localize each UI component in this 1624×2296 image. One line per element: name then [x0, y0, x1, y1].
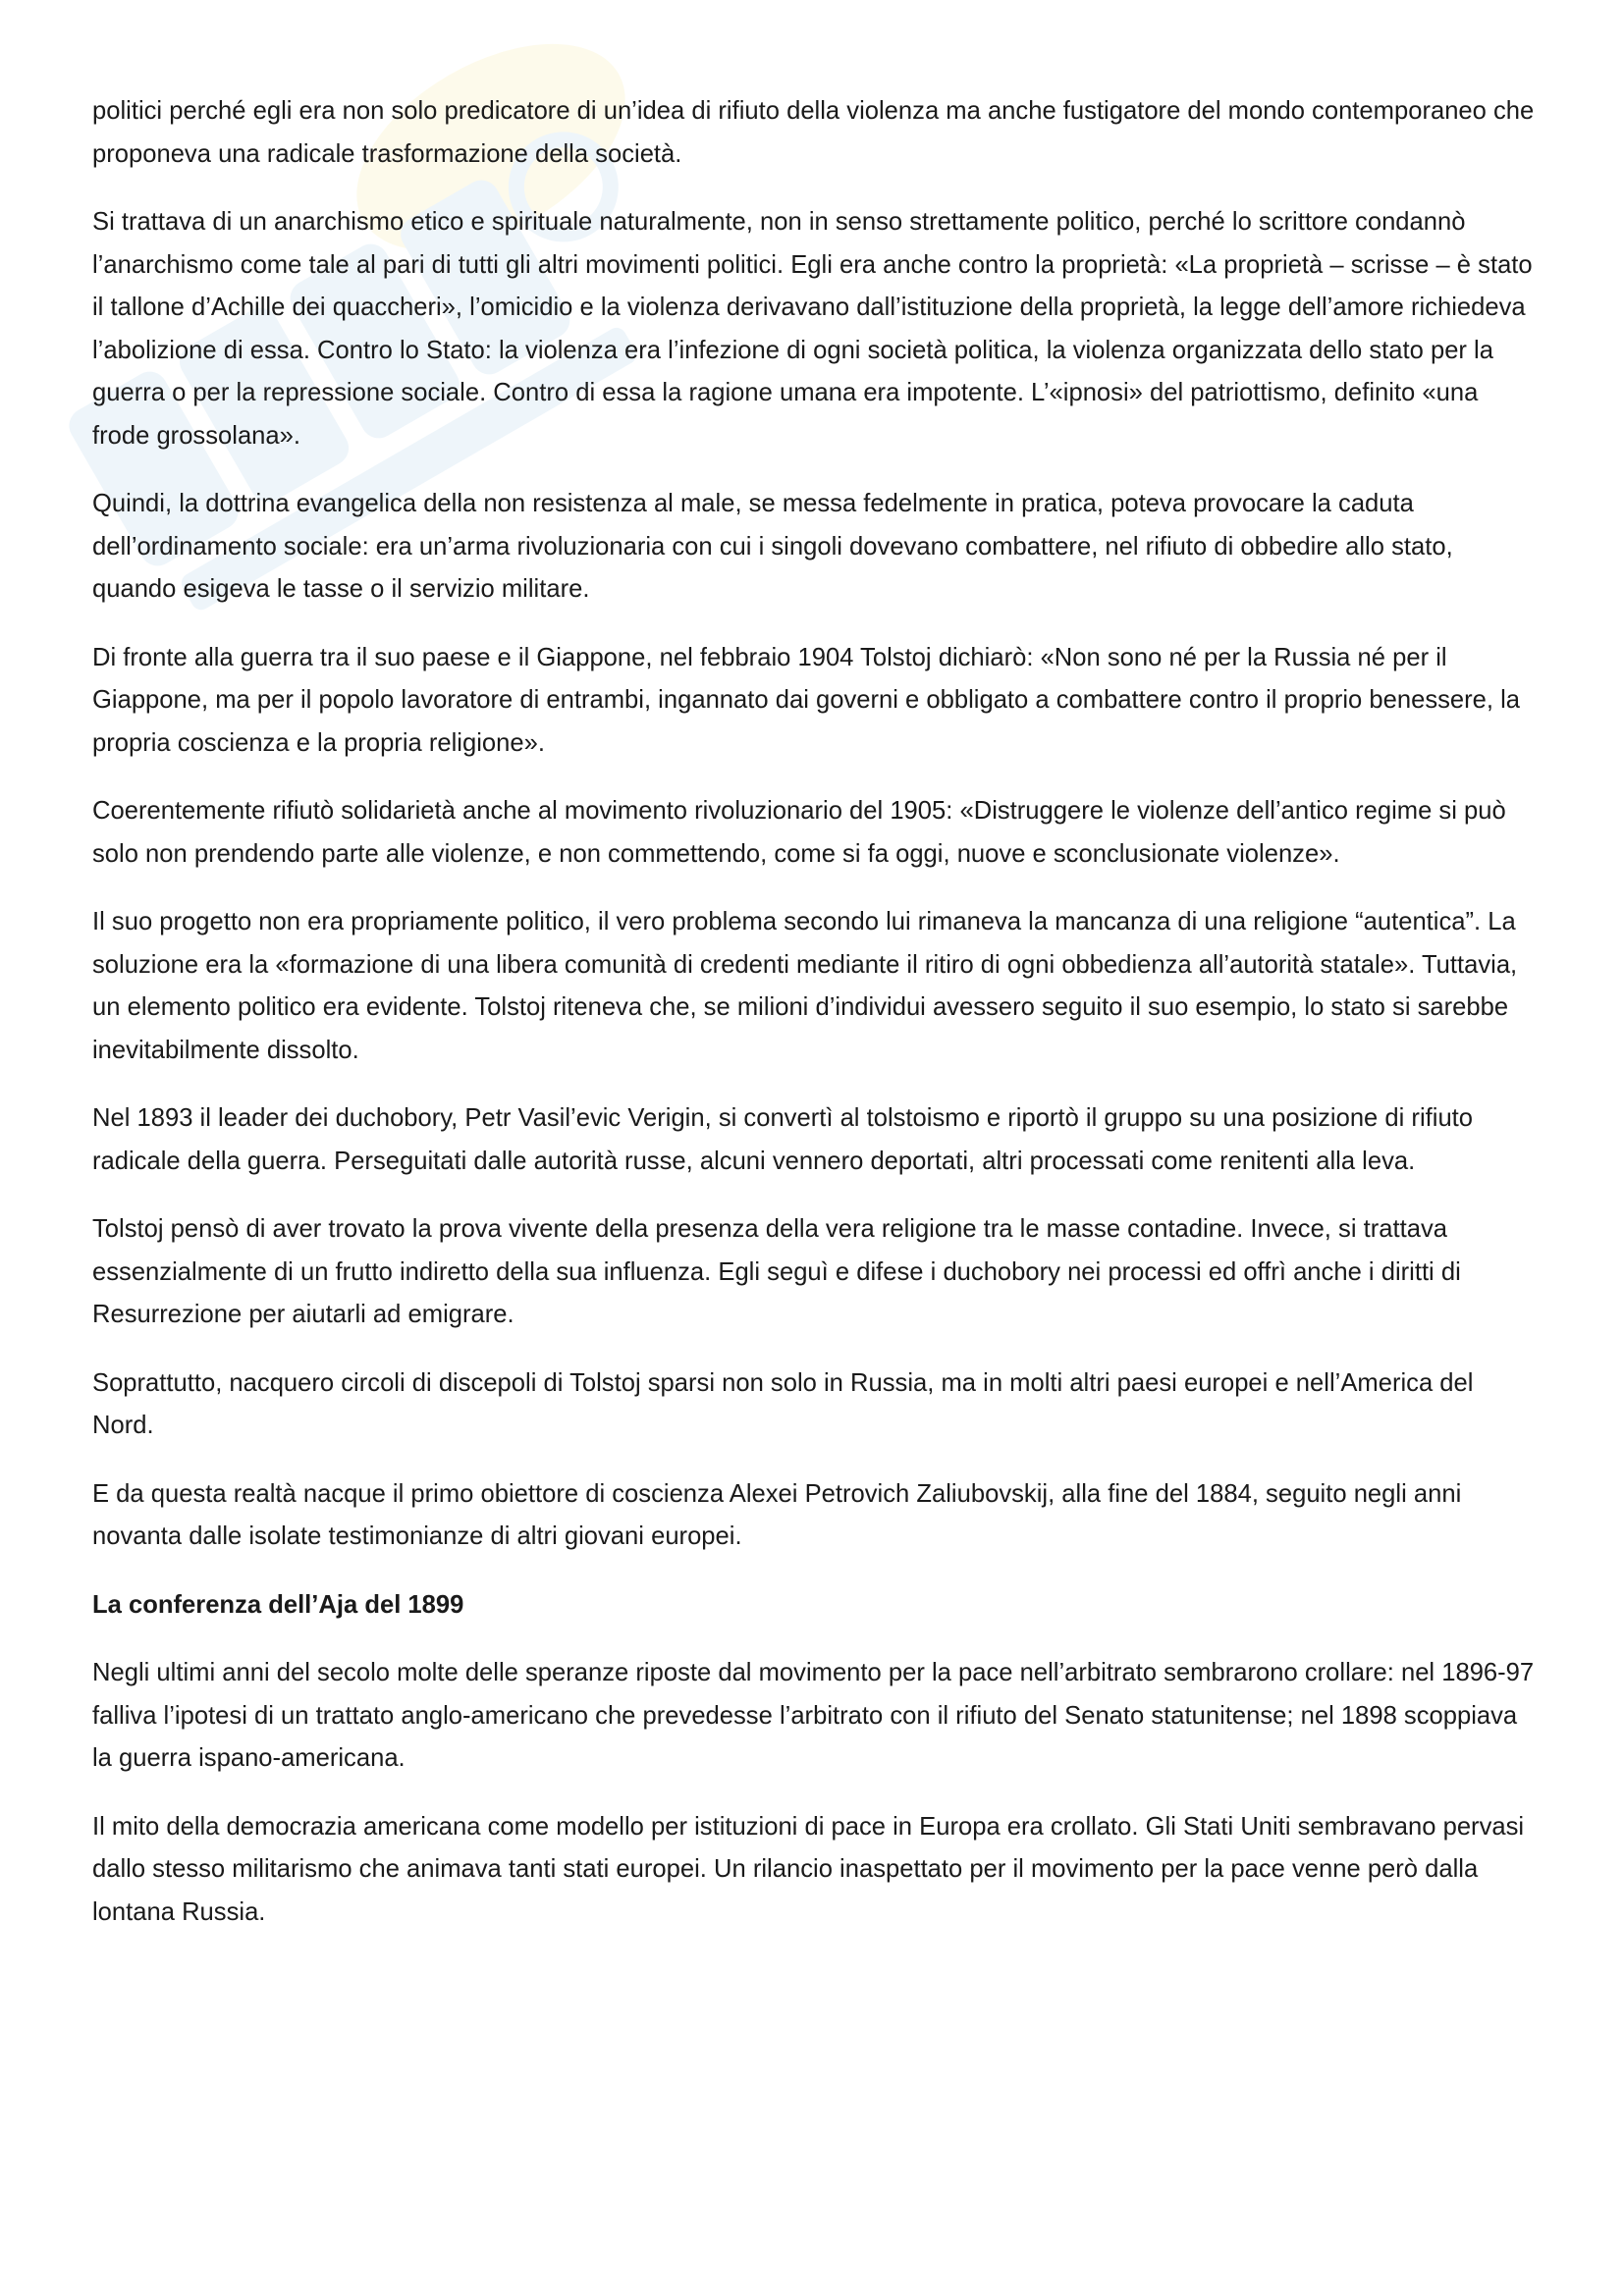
paragraph-5: Coerentemente rifiutò solidarietà anche al movimento rivoluzionario del 1905: «Distruggere le violenze dell’antico regime si può solo non prendendo parte alle violenze, e non commettendo, come si fa oggi, nuove e sconclusionate violenze».	[92, 797, 1506, 868]
paragraph-10: E da questa realtà nacque il primo obiettore di coscienza Alexei Petrovich Zaliubovskij, alla fine del 1884, seguito negli anni novanta dalle isolate testimonianze di altri giovani europei.	[92, 1479, 1462, 1550]
paragraph-7: Nel 1893 il leader dei duchobory, Petr Vasil’evic Verigin, si convertì al tolstoismo e riportò il gruppo su una posizione di rifiuto radicale della guerra. Perseguitati dalle autorità russe, alcuni vennero deportati, altri processati come renitenti alla leva.	[92, 1104, 1474, 1175]
section-paragraph-2: Il mito della democrazia americana come modello per istituzioni di pace in Europa era crollato. Gli Stati Uniti sembravano pervasi dallo stesso militarismo che animava tanti stati europei. Un rilancio inaspettato per il movimento per la pace venne però dalla lontana Russia.	[92, 1812, 1525, 1926]
paragraph-2: Si trattava di un anarchismo etico e spirituale naturalmente, non in senso strettamente politico, perché lo scrittore condannò l’anarchismo come tale al pari di tutti gli altri movimenti politici. Egli era anche contro la proprietà: «La proprietà – scrisse – è stato il tallone d’Achille dei quaccheri», l’omicidio e la violenza derivavano dall’istituzione della proprietà, la legge dell’amore richiedeva l’abolizione di essa. Contro lo Stato: la violenza era l’infezione di ogni società politica, la violenza organizzata dello stato per la guerra o per la repressione sociale. Contro di essa la ragione umana era impotente. L’«ipnosi» del patriottismo, definito «una frode grossolana».	[92, 208, 1533, 450]
paragraph-6: Il suo progetto non era propriamente politico, il vero problema secondo lui rimaneva la mancanza di una religione “autentica”. La soluzione era la «formazione di una libera comunità di credenti mediante il ritiro di ogni obbedienza all’autorità statale». Tuttavia, un elemento politico era evidente. Tolstoj riteneva che, se milioni d’individui avessero seguito il suo esempio, lo stato si sarebbe inevitabilmente dissolto.	[92, 908, 1518, 1064]
paragraph-9: Soprattutto, nacquero circoli di discepoli di Tolstoj sparsi non solo in Russia, ma in molti altri paesi europei e nell’America del Nord.	[92, 1368, 1474, 1439]
paragraph-1: politici perché egli era non solo predicatore di un’idea di rifiuto della violenza ma anche fustigatore del mondo contemporaneo che proponeva una radicale trasformazione della società.	[92, 97, 1535, 168]
section-heading: La conferenza dell’Aja del 1899	[92, 1590, 464, 1619]
paragraph-4: Di fronte alla guerra tra il suo paese e il Giappone, nel febbraio 1904 Tolstoj dichiarò: «Non sono né per la Russia né per il Giappone, ma per il popolo lavoratore di entrambi, ingannato dai governi e obbligato a combattere contro il proprio benessere, la propria coscienza e la propria religione».	[92, 643, 1521, 757]
document-body	[92, 90, 1541, 1959]
paragraph-3: Quindi, la dottrina evangelica della non resistenza al male, se messa fedelmente in pratica, poteva provocare la caduta dell’ordinamento sociale: era un’arma rivoluzionaria con cui i singoli dovevano combattere, nel rifiuto di obbedire allo stato, quando esigeva le tasse o il servizio militare.	[92, 490, 1453, 603]
section-paragraph-1: Negli ultimi anni del secolo molte delle speranze riposte dal movimento per la pace nell’arbitrato sembrarono crollare: nel 1896-97 falliva l’ipotesi di un trattato anglo-americano che prevedesse l’arbitrato con il rifiuto del Senato statunitense; nel 1898 scoppiava la guerra ispano-americana.	[92, 1659, 1535, 1772]
paragraph-8: Tolstoj pensò di aver trovato la prova vivente della presenza della vera religione tra le masse contadine. Invece, si trattava essenzialmente di un frutto indiretto della sua influenza. Egli seguì e difese i duchobory nei processi ed offrì anche i diritti di Resurrezione per aiutarli ad emigrare.	[92, 1215, 1461, 1328]
